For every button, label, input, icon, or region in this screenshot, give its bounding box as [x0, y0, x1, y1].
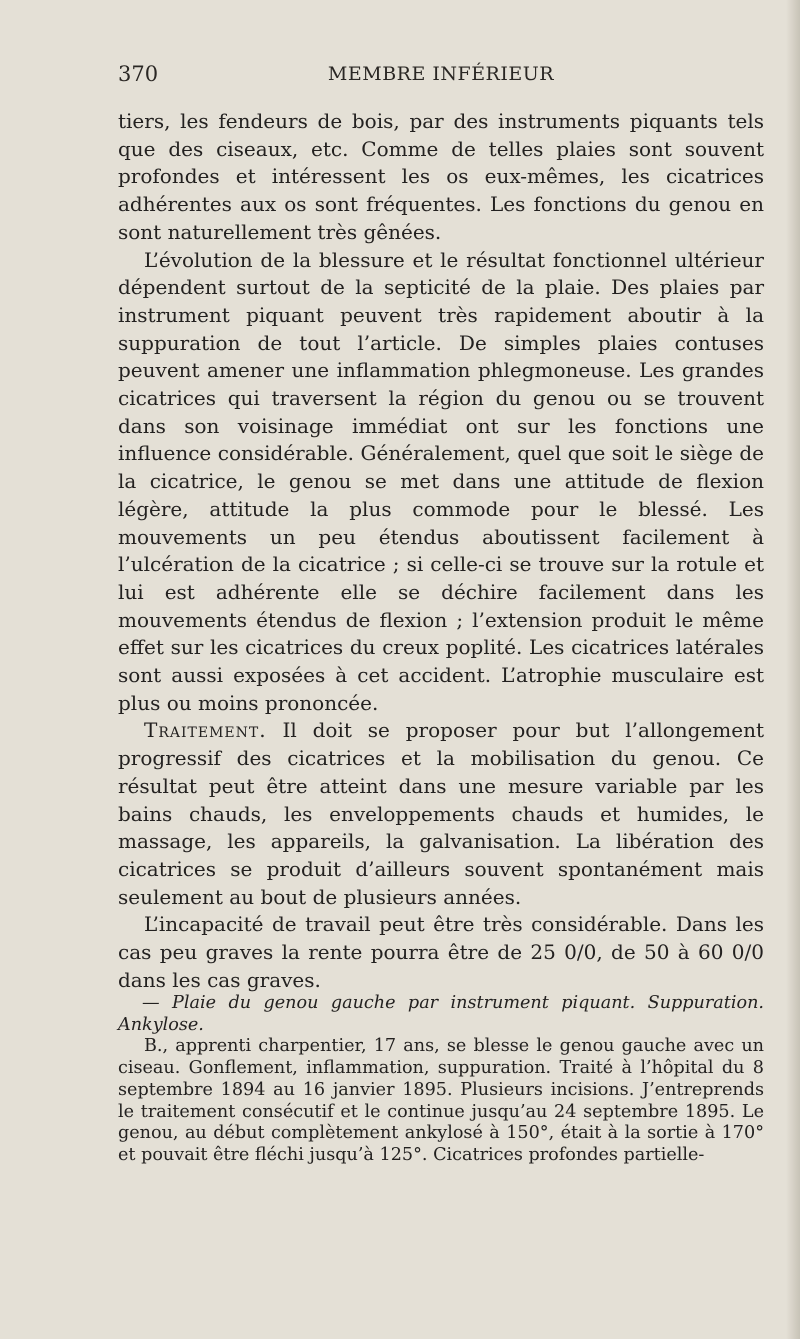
page-edge-shadow	[786, 0, 800, 1339]
paragraph-3	[118, 717, 764, 911]
paragraph-3-text: Il doit se proposer pour but l’allongement progressif des cicatrices et la mobilisation du genou. Ce résultat peut être atteint dans une mesure variable par les bains chauds, les enveloppements chauds et humides, le massage, les appareils, la galvanisation. La libération des cicatrices se produit d’ailleurs souvent spontanément mais seulement au bout de plusieurs années.	[118, 718, 764, 909]
case-title: — Plaie du genou gauche par instrument piquant. Suppuration. Ankylose.	[118, 993, 764, 1035]
main-text	[118, 108, 764, 995]
treatment-label: Traitement.	[144, 718, 267, 743]
paragraph-1: tiers, les fendeurs de bois, par des instruments piquants tels que des ciseaux, etc. Comme de telles plaies sont souvent profondes et intéressent les os eux-mêmes, les cicatrices adhérentes aux os sont fréquentes. Les fonctions du genou en sont naturellement très gênées.	[118, 109, 764, 244]
case-report	[118, 993, 764, 1167]
running-header	[118, 62, 764, 92]
paragraph-2: L’évolution de la blessure et le résultat fonctionnel ultérieur dépendent surtout de la septicité de la plaie. Des plaies par instrument piquant peuvent très rapidement aboutir à la suppuration de tout l’article. De simples plaies contuses peuvent amener une inflammation phlegmoneuse. Les grandes cicatrices qui traversent la région du genou ou se trouvent dans son voisinage immédiat ont sur les fonctions une influence considérable. Généralement, quel que soit le siège de la cicatrice, le genou se met dans une attitude de flexion légère, attitude la plus commode pour le blessé. Les mouvements un peu étendus aboutissent facilement à l’ulcération de la cicatrice ; si celle-ci se trouve sur la rotule et lui est adhérente elle se déchire facilement dans les mouvements étendus de flexion ; l’extension produit le même effet sur les cicatrices du creux poplité. Les cicatrices latérales sont aussi exposées à cet accident. L’atrophie musculaire est plus ou moins prononcée.	[118, 247, 764, 715]
case-body: B., apprenti charpentier, 17 ans, se blesse le genou gauche avec un ciseau. Gonflement, inflammation, suppuration. Traité à l’hôpital du 8 septembre 1894 au 16 janvier 1895. Plusieurs incisions. J’entreprends le traitement consécutif et le continue jusqu’au 24 septembre 1895. Le genou, au début complètement ankylosé à 150°, était à la sortie à 170° et pouvait être fléchi jusqu’à 125°. Cicatrices profondes partielle-	[118, 1036, 764, 1165]
page-number: 370	[118, 62, 159, 86]
paragraph-4: L’incapacité de travail peut être très considérable. Dans les cas peu graves la rente pourra être de 25 0/0, de 50 à 60 0/0 dans les cas graves.	[118, 912, 764, 992]
running-title: MEMBRE INFÉRIEUR	[327, 63, 555, 85]
